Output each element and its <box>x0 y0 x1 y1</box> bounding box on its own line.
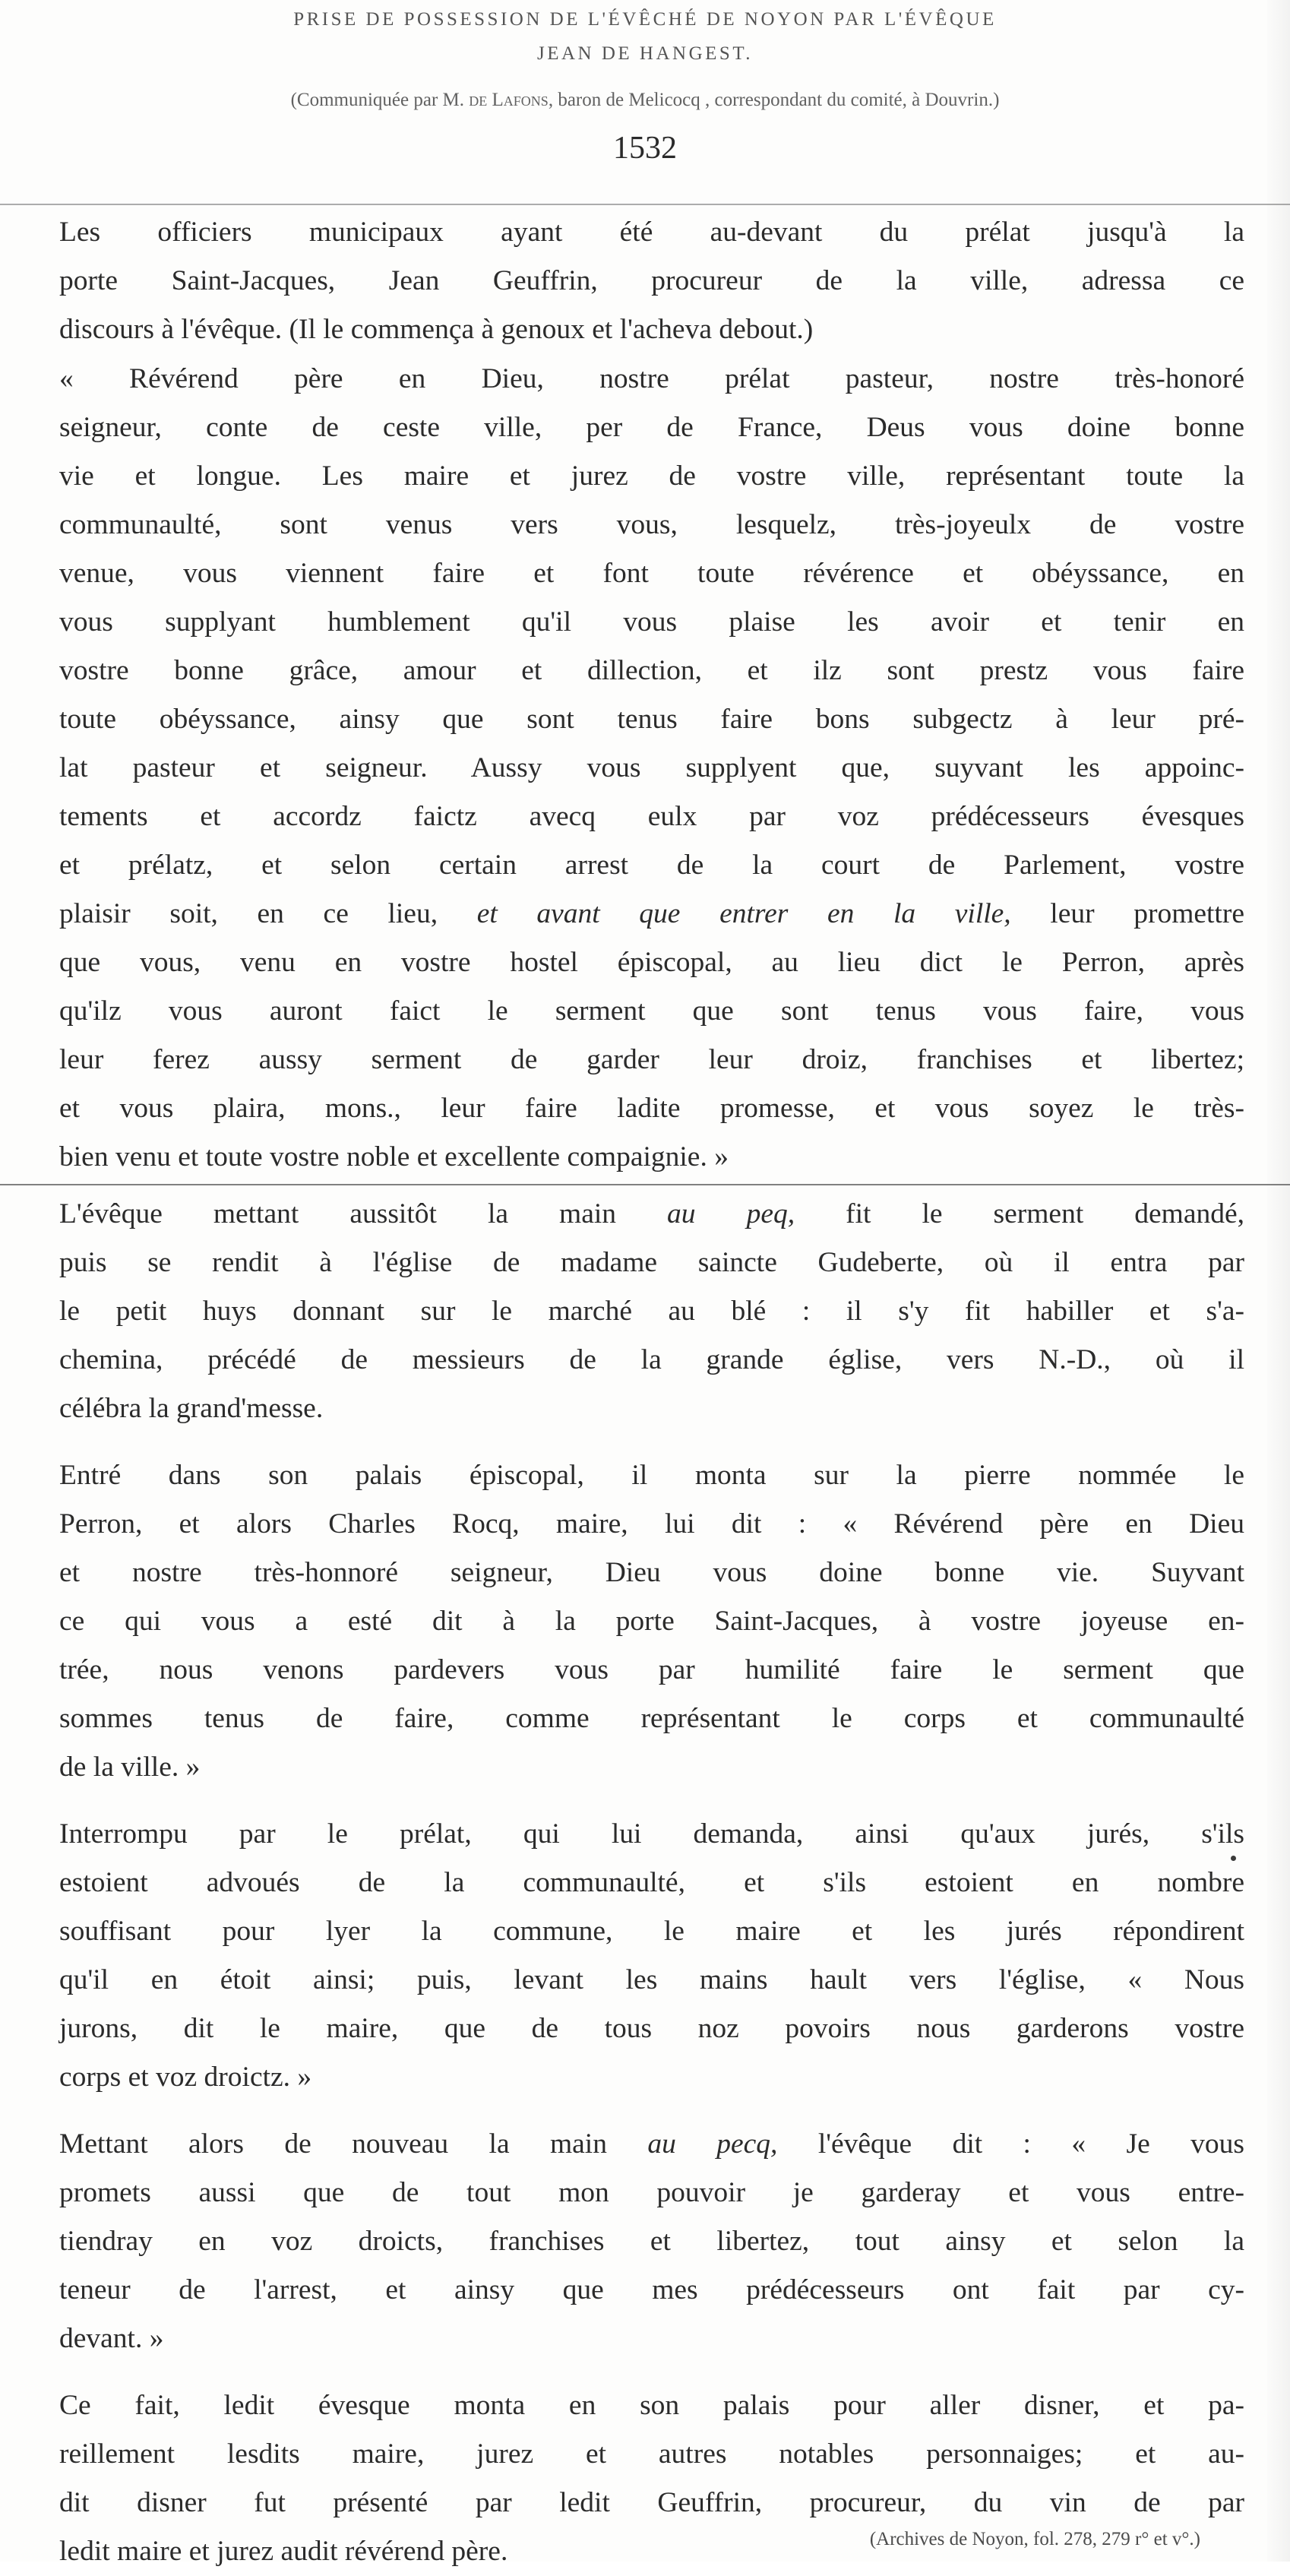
text-line: bien venu et toute vostre noble et excellente compaignie. » <box>59 1141 729 1172</box>
text-line: seigneur, conte de ceste ville, per de France, Deus vous doine bonne <box>59 412 1244 443</box>
text-line-with-italic <box>52 2120 1244 2169</box>
italic-phrase: et avant que entrer en la ville, <box>476 898 1011 929</box>
ink-speck <box>1231 1856 1236 1861</box>
text-line: chemina, précédé de messieurs de la grande église, vers N.-D., où il <box>59 1344 1244 1375</box>
title-line-2: JEAN DE HANGEST. <box>537 43 753 64</box>
italic-phrase: au peq, <box>667 1198 795 1229</box>
text-line: « Révérend père en Dieu, nostre prélat pasteur, nostre très-honoré <box>59 363 1244 394</box>
text-line: et nostre très-honnoré seigneur, Dieu vous doine bonne vie. Suyvant <box>59 1557 1244 1588</box>
title-line-1: PRISE DE POSSESSION DE L'ÉVÊCHÉ DE NOYON PAR L'ÉVÊQUE <box>293 9 997 30</box>
text-line: Ce fait, ledit évesque monta en son palais pour aller disner, et pa- <box>59 2390 1244 2421</box>
text-line: jurons, dit le maire, que de tous noz povoirs nous garderons vostre <box>59 2013 1244 2044</box>
text-line: vostre bonne grâce, amour et dillection, et ilz sont prestz vous faire <box>59 655 1244 686</box>
text-line: le petit huys donnant sur le marché au blé : il s'y fit habiller et s'a- <box>59 1296 1244 1327</box>
text-line: ledit maire et jurez audit révérend père. <box>59 2536 508 2567</box>
text-line: de la ville. » <box>59 1752 201 1783</box>
text-line: célébra la grand'messe. <box>59 1393 324 1424</box>
paragraph-3 <box>52 1190 1244 1433</box>
paragraph-2-speech <box>52 355 1244 1182</box>
text-line: ce qui vous a esté dit à la porte Saint-Jacques, à vostre joyeuse en- <box>59 1606 1244 1637</box>
text-line: communaulté, sont venus vers vous, lesquelz, très-joyeulx de vostre <box>59 509 1244 540</box>
text-segment: leur promettre <box>1010 898 1244 929</box>
paragraph-4 <box>52 1451 1244 1792</box>
text-segment: L'évêque mettant aussitôt la main <box>59 1198 668 1229</box>
text-line: trée, nous venons pardevers vous par humilité faire le serment que <box>59 1654 1244 1685</box>
text-line: vous supplyant humblement qu'il vous plaise les avoir et tenir en <box>59 606 1244 638</box>
page-edge-shadow <box>1267 0 1290 2562</box>
text-line: Interrompu par le prélat, qui lui demanda, ainsi qu'aux jurés, s'ils <box>59 1818 1244 1850</box>
text-line: discours à l'évêque. (Il le commença à genoux et l'acheva debout.) <box>59 314 814 345</box>
text-line-with-italic <box>52 1190 1244 1239</box>
text-line: tements et accordz faictz avecq eulx par voz prédécesseurs évesques <box>59 801 1244 832</box>
text-line: reillement lesdits maire, jurez et autres notables personnaiges; et au- <box>59 2438 1244 2470</box>
text-line: et vous plaira, mons., leur faire ladite promesse, et vous soyez le très- <box>59 1093 1244 1124</box>
text-line: que vous, venu en vostre hostel épiscopal, au lieu dict le Perron, après <box>59 947 1244 978</box>
text-line: qu'ilz vous auront faict le serment que sont tenus vous faire, vous <box>59 995 1244 1027</box>
text-line: et prélatz, et selon certain arrest de la court de Parlement, vostre <box>59 850 1244 881</box>
text-line: Les officiers municipaux ayant été au-devant du prélat jusqu'à la <box>59 217 1244 248</box>
communicated-prefix: (Communiquée par M. <box>290 90 470 110</box>
paragraph-5 <box>52 1810 1244 2102</box>
text-line: Entré dans son palais épiscopal, il monta sur la pierre nommée le <box>59 1460 1244 1491</box>
text-line: puis se rendit à l'église de madame saincte Gudeberte, où il entra par <box>59 1247 1244 1278</box>
text-line: tiendray en voz droicts, franchises et libertez, tout ainsy et selon la <box>59 2226 1244 2257</box>
communicated-suffix: , baron de Melicocq , correspondant du comité, à Douvrin.) <box>548 90 1000 110</box>
communicated-name: de Lafons <box>469 90 549 110</box>
source-citation: (Archives de Noyon, fol. 278, 279 r° et v°.) <box>869 2529 1200 2549</box>
scan-fold-line-top <box>0 204 1290 205</box>
text-line: lat pasteur et seigneur. Aussy vous supplyent que, suyvant les appoinc- <box>59 752 1244 783</box>
text-line: vie et longue. Les maire et jurez de vostre ville, représentant toute la <box>59 460 1244 492</box>
text-line: teneur de l'arrest, et ainsy que mes prédécesseurs ont fait par cy- <box>59 2274 1244 2305</box>
paragraph-1 <box>52 208 1244 354</box>
text-segment: plaisir soit, en ce lieu, <box>59 898 477 929</box>
text-line: sommes tenus de faire, comme représentant le corps et communaulté <box>59 1703 1244 1734</box>
text-line: dit disner fut présenté par ledit Geuffrin, procureur, du vin de par <box>59 2487 1244 2518</box>
document-header <box>0 0 1290 170</box>
text-line: corps et voz droictz. » <box>59 2062 312 2093</box>
document-year: 1532 <box>613 131 677 166</box>
text-line: leur ferez aussy serment de garder leur droiz, franchises et libertez; <box>59 1044 1244 1075</box>
communicated-by <box>0 84 1290 117</box>
text-segment: l'évêque dit : « Je vous <box>777 2128 1244 2160</box>
text-line: Perron, et alors Charles Rocq, maire, lui dit : « Révérend père en Dieu <box>59 1508 1244 1540</box>
text-line: estoient advoués de la communaulté, et s'ils estoient en nombre <box>59 1867 1244 1898</box>
text-line: porte Saint-Jacques, Jean Geuffrin, procureur de la ville, adressa ce <box>59 265 1244 296</box>
scan-fold-line-middle <box>0 1184 1290 1185</box>
text-line: venue, vous viennent faire et font toute révérence et obéyssance, en <box>59 558 1244 589</box>
text-line: souffisant pour lyer la commune, le maire et les jurés répondirent <box>59 1916 1244 1947</box>
text-line: promets aussi que de tout mon pouvoir je garderay et vous entre- <box>59 2177 1244 2208</box>
text-line: devant. » <box>59 2323 164 2354</box>
italic-phrase: au pecq, <box>647 2128 778 2160</box>
text-line-with-italic <box>52 890 1244 938</box>
body-text-part-2 <box>52 1190 1244 2576</box>
text-segment: fit le serment demandé, <box>795 1198 1244 1229</box>
text-line: qu'il en étoit ainsi; puis, levant les mains hault vers l'église, « Nous <box>59 1964 1244 1995</box>
text-line: toute obéyssance, ainsy que sont tenus faire bons subgectz à leur pré- <box>59 704 1244 735</box>
paragraph-6 <box>52 2120 1244 2363</box>
text-segment: Mettant alors de nouveau la main <box>59 2128 648 2160</box>
body-text-part-1 <box>52 208 1244 1182</box>
